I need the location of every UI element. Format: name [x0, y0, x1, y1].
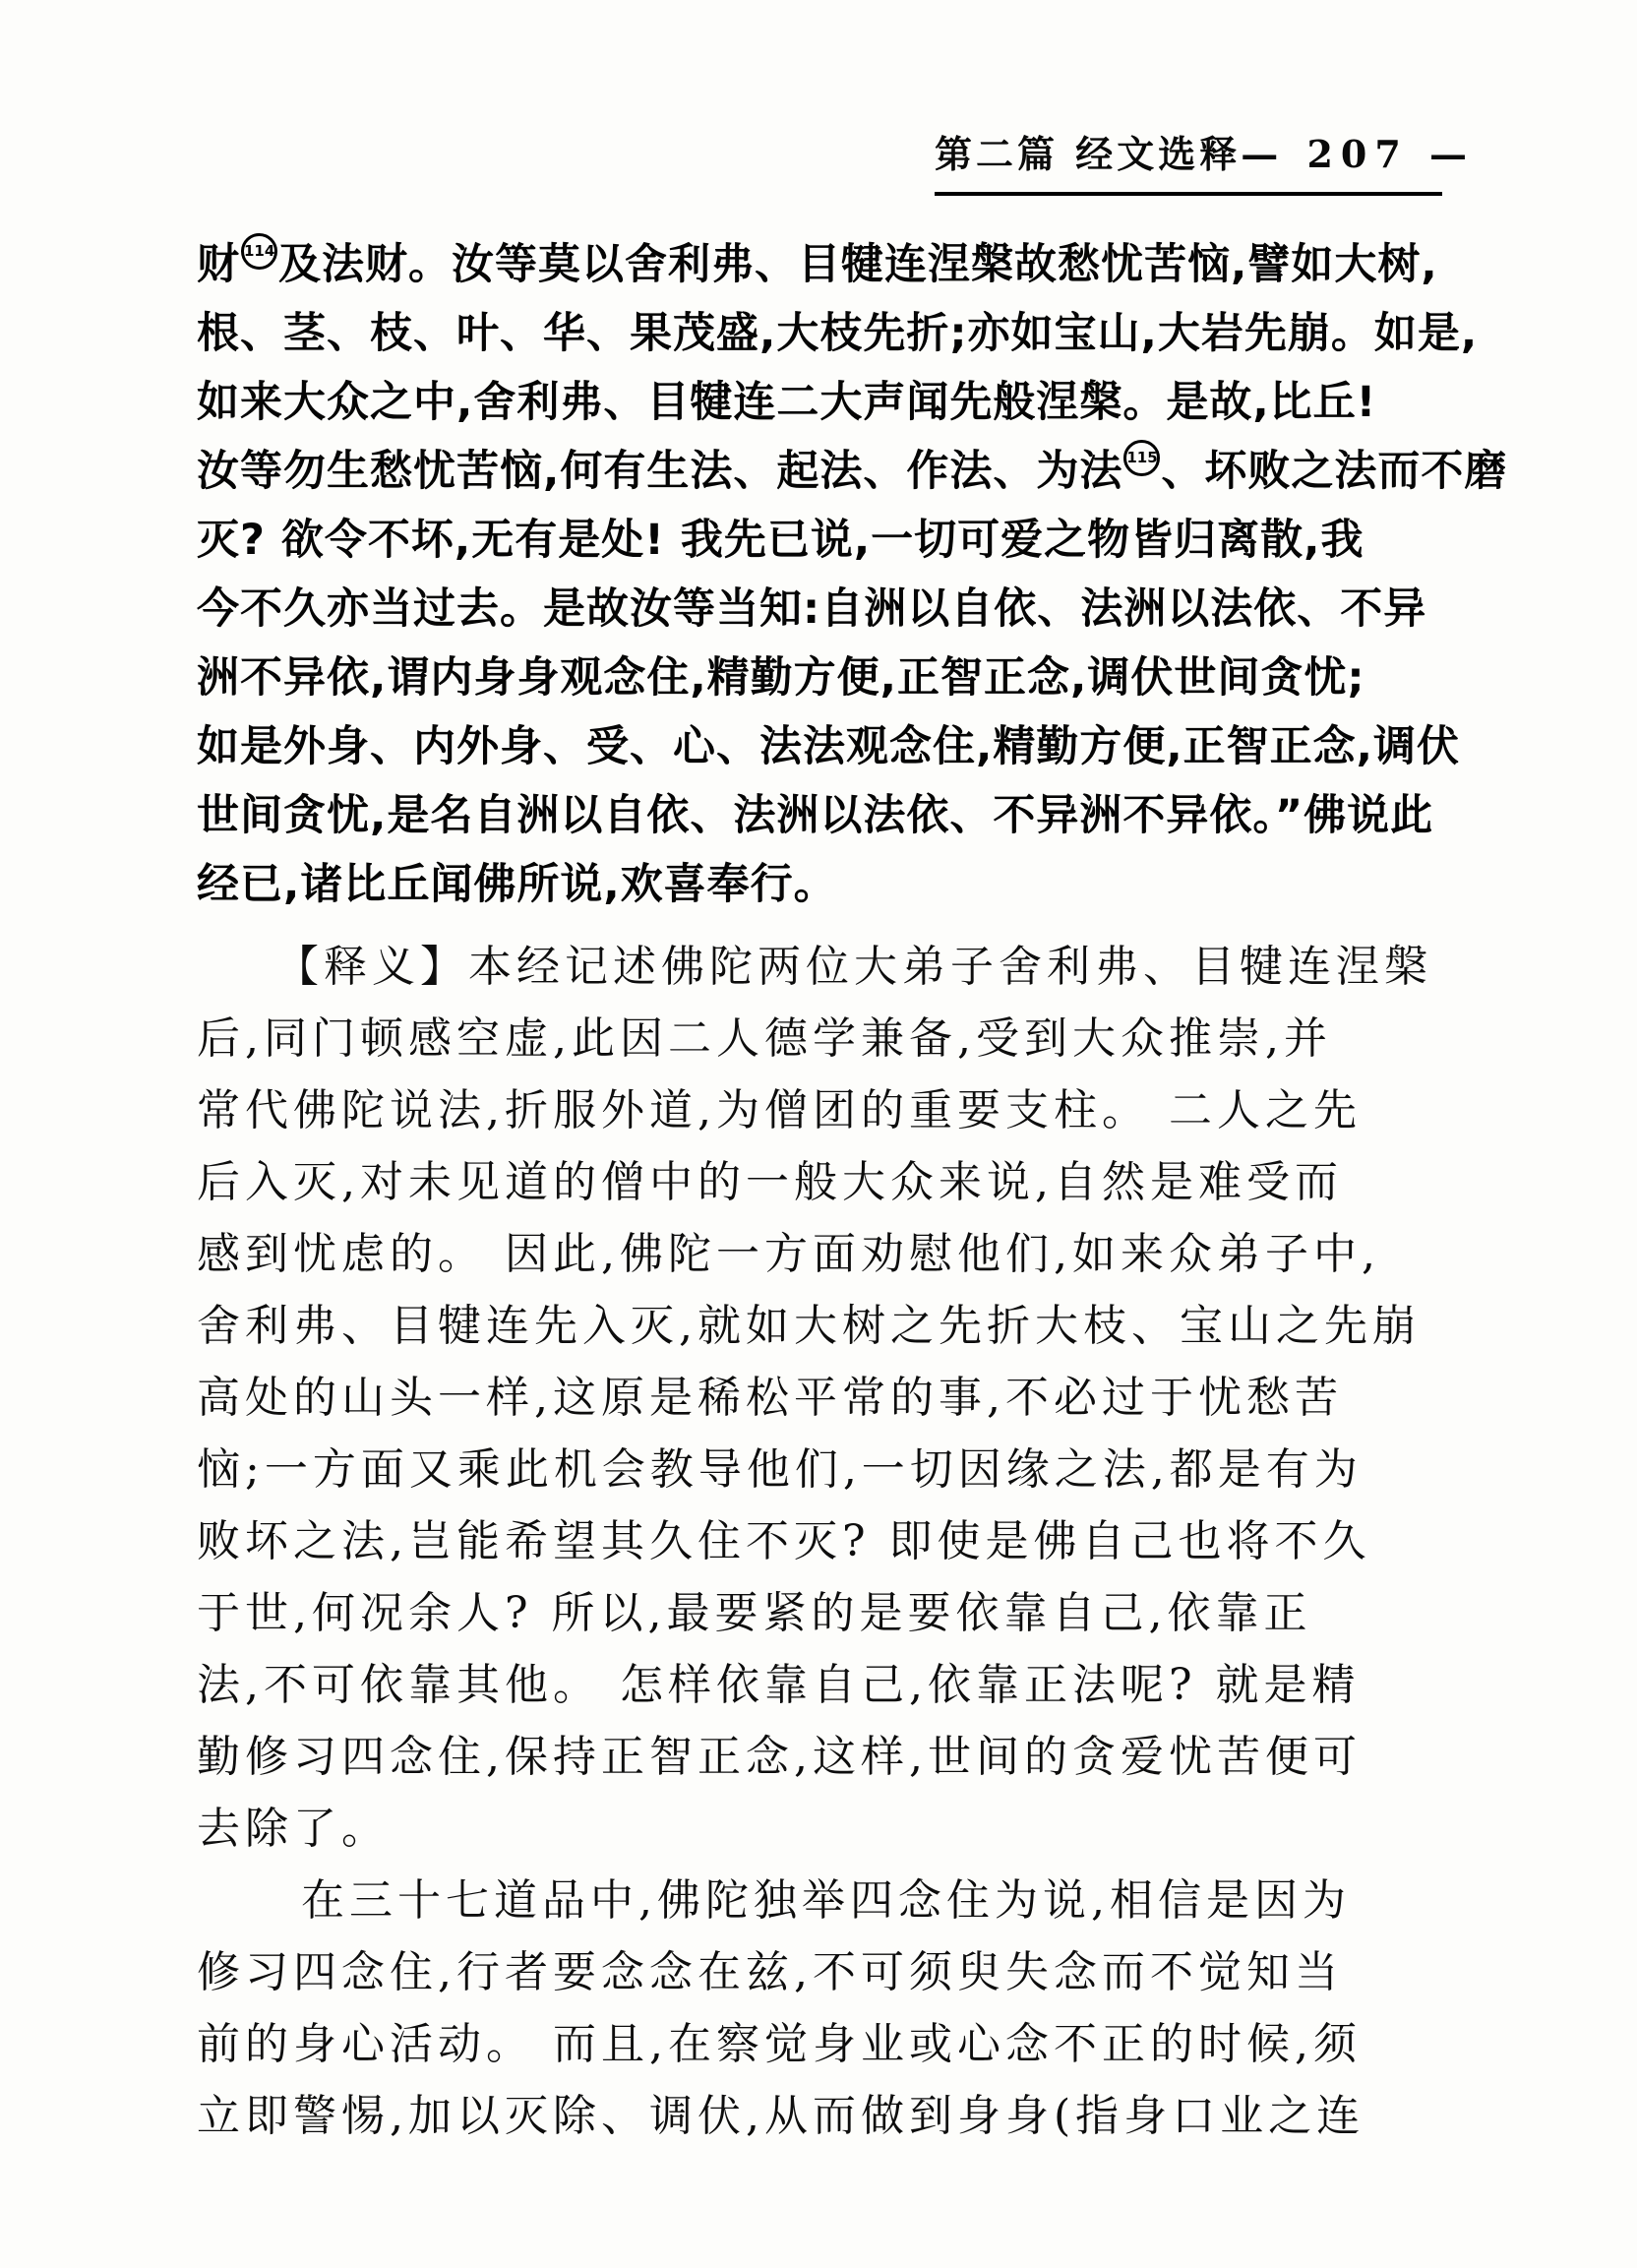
commentary-line: 勤修习四念住,保持正智正念,这样,世间的贪爱忧苦便可: [197, 1732, 1362, 1782]
scripture-line: 根、茎、枝、叶、华、果茂盛,大枝先折;亦如宝山,大岩先崩。如是,: [197, 309, 1479, 358]
scripture-line: 财 114及法财。汝等莫以舍利弗、目犍连涅槃故愁忧苦恼,譬如大树,: [197, 230, 1485, 299]
commentary-line: 去除了。: [197, 1804, 390, 1854]
scripture-line: 灭? 欲令不坏,无有是处! 我先已说,一切可爱之物皆归离散,我: [197, 516, 1364, 565]
scripture-line: 经已,诸比丘闻佛所说,欢喜奉行。: [197, 860, 837, 909]
commentary-line: 法,不可依靠其他。 怎样依靠自己,依靠正法呢? 就是精: [197, 1660, 1361, 1710]
commentary-line: 感到忧虑的。 因此,佛陀一方面劝慰他们,如来众弟子中,: [197, 1229, 1380, 1279]
commentary-block: [197, 931, 1485, 2152]
page-number: — 207 —: [1241, 132, 1476, 176]
commentary-line: 舍利弗、目犍连先入灭,就如大树之先折大枝、宝山之先崩: [197, 1301, 1421, 1351]
chapter-title: 第二篇 经文选释: [935, 133, 1242, 176]
page-header: [935, 124, 1476, 196]
commentary-line: 前的身心活动。 而且,在察觉身业或心念不正的时候,须: [197, 2019, 1362, 2069]
footnote-marker: 114: [241, 233, 277, 270]
scripture-line: 世间贪忧,是名自洲以自依、法洲以法依、不异洲不异依。”佛说此: [197, 791, 1434, 840]
commentary-line: 后,同门顿感空虚,此因二人德学兼备,受到大众推崇,并: [197, 1013, 1332, 1064]
scripture-line: 汝等勿生愁忧苦恼,何有生法、起法、作法、为法 115、坏败之法而不磨: [197, 437, 1485, 506]
commentary-line: 恼;一方面又乘此机会教导他们,一切因缘之法,都是有为: [197, 1444, 1363, 1495]
commentary-line: 在三十七道品中,佛陀独举四念住为说,相信是因为: [301, 1875, 1351, 1926]
commentary-line: 立即警惕,加以灭除、调伏,从而做到身身(指身口业之连: [197, 2091, 1365, 2141]
scripture-line: 如是外身、内外身、受、心、法法观念住,精勤方便,正智正念,调伏: [197, 722, 1461, 771]
commentary-line: 修习四念住,行者要念念在兹,不可须臾失念而不觉知当: [197, 1947, 1343, 1997]
commentary-line: 败坏之法,岂能希望其久住不灭? 即使是佛自己也将不久: [197, 1516, 1371, 1566]
commentary-line: 后入灭,对未见道的僧中的一般大众来说,自然是难受而: [197, 1157, 1343, 1207]
commentary-line: 高处的山头一样,这原是稀松平常的事,不必过于忧愁苦: [197, 1373, 1343, 1423]
commentary-line: 【释义】本经记述佛陀两位大弟子舍利弗、目犍连涅槃: [275, 942, 1432, 992]
scripture-quotation-block: [197, 230, 1508, 919]
scripture-line: 如来大众之中,舍利弗、目犍连二大声闻先般涅槃。是故,比丘!: [197, 378, 1377, 427]
footnote-marker: 115: [1123, 440, 1160, 476]
scripture-line: 今不久亦当过去。是故汝等当知:自洲以自依、法洲以法依、不异: [197, 584, 1427, 634]
scripture-line: 洲不异依,谓内身身观念住,精勤方便,正智正念,调伏世间贪忧;: [197, 653, 1365, 703]
commentary-line: 于世,何况余人? 所以,最要紧的是要依靠自己,依靠正: [197, 1588, 1312, 1638]
commentary-line: 常代佛陀说法,折服外道,为僧团的重要支柱。 二人之先: [197, 1085, 1362, 1135]
